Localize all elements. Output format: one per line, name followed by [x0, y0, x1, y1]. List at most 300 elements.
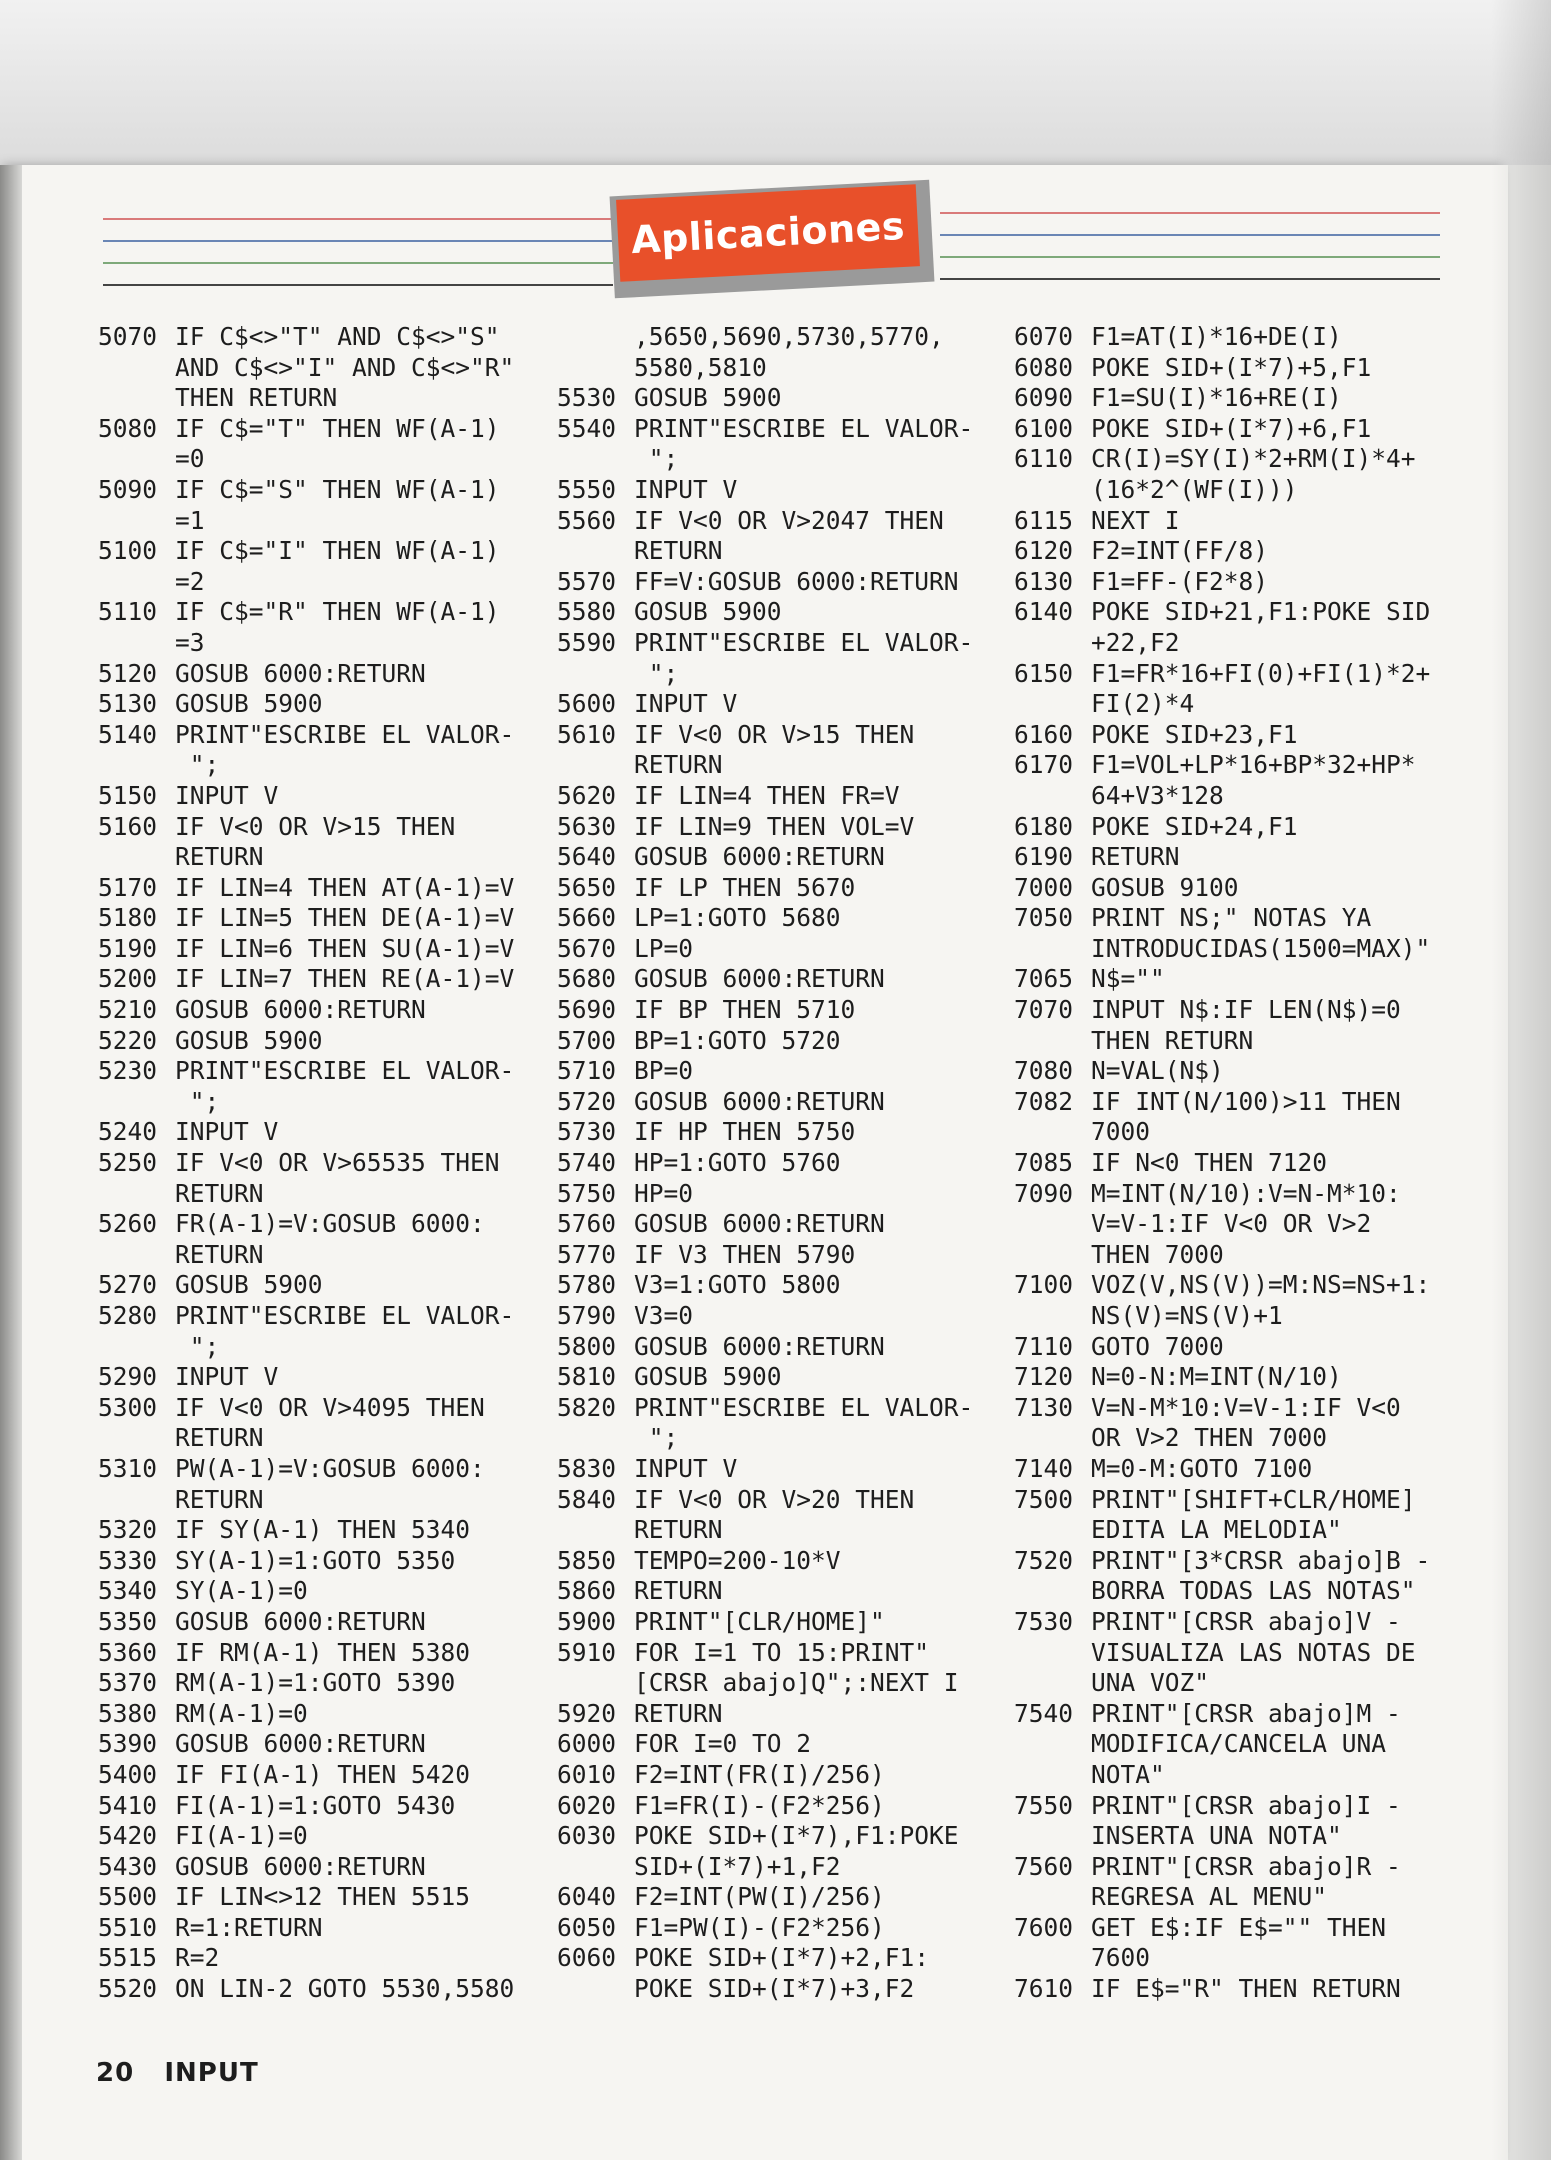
code-line [557, 1546, 1027, 1577]
code-line [1014, 1301, 1484, 1332]
code-line [1014, 1882, 1484, 1913]
line-number: 5280 [98, 1301, 158, 1330]
code-line [98, 1301, 568, 1332]
code-line [557, 1148, 1027, 1179]
line-code: V3=0 [634, 1301, 694, 1330]
line-code: RETURN [634, 536, 723, 566]
line-code: GOSUB 9100 [1091, 872, 1239, 902]
line-number: 6170 [1014, 750, 1074, 780]
line-code: ON LIN-2 GOTO 5530,5580 [175, 1974, 515, 2004]
line-number: 5510 [98, 1912, 158, 1942]
code-line [1014, 1087, 1484, 1118]
line-number: 6060 [557, 1943, 617, 1973]
line-code: ,5650,5690,5730,5770, [634, 322, 944, 351]
code-line [557, 964, 1027, 995]
line-code: "; [175, 1331, 220, 1361]
line-number: 5550 [557, 474, 617, 504]
line-code: RM(A-1)=0 [175, 1698, 308, 1728]
code-line [557, 689, 1027, 720]
line-number [557, 659, 634, 690]
line-number: 5300 [98, 1392, 158, 1422]
line-number [1014, 475, 1091, 506]
line-number [98, 1179, 175, 1210]
line-code: IF N<0 THEN 7120 [1091, 1148, 1328, 1178]
line-number: 5600 [557, 689, 617, 719]
line-number [98, 383, 175, 414]
code-line [1014, 1791, 1484, 1822]
code-line [1014, 1393, 1484, 1424]
code-line [98, 873, 568, 904]
code-line [557, 1638, 1027, 1669]
line-code: INTRODUCIDAS(1500=MAX)" [1091, 933, 1431, 963]
code-line [98, 1668, 568, 1699]
line-code: SID+(I*7)+1,F2 [634, 1851, 841, 1881]
code-line [557, 567, 1027, 598]
line-number: 5560 [557, 505, 617, 535]
line-code: R=1:RETURN [175, 1912, 323, 1942]
line-code: "; [634, 444, 679, 474]
code-line [98, 1974, 568, 2005]
line-code: AND C$<>"I" AND C$<>"R" [175, 352, 515, 382]
code-line [557, 903, 1027, 934]
line-code: PRINT NS;" NOTAS YA [1091, 903, 1372, 933]
line-code: LP=0 [634, 933, 694, 963]
code-line [557, 475, 1027, 506]
line-code: F2=INT(FR(I)/256) [634, 1759, 885, 1789]
code-line [557, 1087, 1027, 1118]
code-line [1014, 995, 1484, 1026]
line-code: IF E$="R" THEN RETURN [1091, 1974, 1401, 2004]
code-line [1014, 934, 1484, 965]
line-number: 5790 [557, 1301, 617, 1330]
line-number [557, 322, 634, 353]
code-line [1014, 1270, 1484, 1301]
line-code: "; [634, 1423, 679, 1453]
line-code: IF FI(A-1) THEN 5420 [175, 1759, 471, 1789]
line-number: 5860 [557, 1576, 617, 1606]
line-code: 7600 [1091, 1943, 1151, 1973]
code-line [98, 414, 568, 445]
line-code: PRINT"[CRSR abajo]R - [1091, 1851, 1401, 1881]
code-line [98, 1943, 568, 1974]
line-code: IF LP THEN 5670 [634, 872, 856, 902]
line-number: 5400 [98, 1759, 158, 1789]
code-line [557, 1791, 1027, 1822]
code-line [557, 1485, 1027, 1516]
line-code: POKE SID+(I*7)+6,F1 [1091, 413, 1372, 443]
line-number [98, 1423, 175, 1454]
line-code: IF V<0 OR V>2047 THEN [634, 505, 944, 535]
code-line [557, 873, 1027, 904]
line-number [557, 750, 634, 781]
code-line [1014, 353, 1484, 384]
line-code: REGRESA AL MENU" [1091, 1882, 1328, 1912]
line-number: 5210 [98, 995, 158, 1025]
line-code: PRINT"ESCRIBE EL VALOR- [175, 1301, 515, 1330]
code-line [1014, 689, 1484, 720]
code-line [98, 475, 568, 506]
line-number: 6130 [1014, 566, 1074, 596]
line-number: 6000 [557, 1729, 617, 1759]
code-line [557, 628, 1027, 659]
line-code: M=INT(N/10):V=N-M*10: [1091, 1178, 1401, 1208]
line-number: 5515 [98, 1943, 158, 1973]
code-line [98, 659, 568, 690]
line-number: 5140 [98, 719, 158, 749]
line-code: 5580,5810 [634, 352, 767, 382]
line-number: 5310 [98, 1453, 158, 1483]
code-line [98, 1791, 568, 1822]
code-line [1014, 1026, 1484, 1057]
code-line [98, 567, 568, 598]
code-line [98, 903, 568, 934]
header-rule-green-left [103, 262, 613, 264]
code-line [557, 444, 1027, 475]
line-number: 7550 [1014, 1790, 1074, 1820]
line-number [557, 1423, 634, 1454]
line-code: VISUALIZA LAS NOTAS DE [1091, 1637, 1416, 1667]
line-number: 6070 [1014, 322, 1074, 351]
code-line [557, 1117, 1027, 1148]
line-code: PRINT"[CRSR abajo]V - [1091, 1606, 1401, 1636]
line-number: 5500 [98, 1882, 158, 1912]
line-code: PRINT"[CLR/HOME]" [634, 1606, 885, 1636]
code-line [98, 934, 568, 965]
line-number: 5910 [557, 1637, 617, 1667]
line-number: 5650 [557, 872, 617, 902]
line-number: 5570 [557, 566, 617, 596]
code-line [557, 1423, 1027, 1454]
code-line [557, 597, 1027, 628]
line-number: 6030 [557, 1821, 617, 1851]
line-number [1014, 689, 1091, 720]
code-line [98, 1179, 568, 1210]
line-code: IF V<0 OR V>65535 THEN [175, 1148, 500, 1178]
line-code: RETURN [175, 1423, 264, 1453]
line-number [1014, 1026, 1091, 1057]
line-number: 7085 [1014, 1148, 1074, 1178]
code-line [557, 1332, 1027, 1363]
code-line [557, 1362, 1027, 1393]
line-code: OR V>2 THEN 7000 [1091, 1423, 1328, 1453]
line-code: IF C$<>"T" AND C$<>"S" [175, 322, 500, 351]
line-number: 5150 [98, 780, 158, 810]
code-line [1014, 1607, 1484, 1638]
line-code: NOTA" [1091, 1759, 1165, 1789]
line-code: PRINT"[CRSR abajo]M - [1091, 1698, 1401, 1728]
line-number: 5730 [557, 1117, 617, 1147]
line-code: R=2 [175, 1943, 220, 1973]
line-code: IF C$="S" THEN WF(A-1) [175, 474, 500, 504]
line-code: RETURN [175, 1239, 264, 1269]
line-code: GOSUB 5900 [634, 383, 782, 413]
line-code: FI(A-1)=1:GOTO 5430 [175, 1790, 456, 1820]
line-number [1014, 1423, 1091, 1454]
page-footer [96, 2058, 259, 2088]
code-line [98, 781, 568, 812]
code-line [1014, 1148, 1484, 1179]
code-column-2 [557, 322, 1027, 2005]
line-number: 5690 [557, 995, 617, 1025]
line-code: IF V3 THEN 5790 [634, 1239, 856, 1269]
code-line [1014, 1209, 1484, 1240]
line-code: IF C$="R" THEN WF(A-1) [175, 597, 500, 627]
line-code: IF HP THEN 5750 [634, 1117, 856, 1147]
line-code: INPUT V [634, 1453, 738, 1483]
code-line [98, 1056, 568, 1087]
line-code: =2 [175, 566, 205, 596]
line-number: 7050 [1014, 903, 1074, 933]
code-line [1014, 1729, 1484, 1760]
line-number: 6080 [1014, 352, 1074, 382]
line-code: RETURN [634, 1576, 723, 1606]
code-line [557, 1668, 1027, 1699]
code-line [557, 383, 1027, 414]
line-number: 7080 [1014, 1056, 1074, 1086]
code-line [557, 781, 1027, 812]
line-number: 6160 [1014, 719, 1074, 749]
line-code: MODIFICA/CANCELA UNA [1091, 1729, 1387, 1759]
code-line [557, 934, 1027, 965]
code-line [98, 506, 568, 537]
code-line [1014, 1179, 1484, 1210]
line-number [1014, 1209, 1091, 1240]
code-line [1014, 1852, 1484, 1883]
line-code: BP=0 [634, 1056, 694, 1086]
line-number [557, 444, 634, 475]
code-line [1014, 1760, 1484, 1791]
line-code: RETURN [634, 1698, 723, 1728]
code-line [1014, 750, 1484, 781]
line-number: 5830 [557, 1453, 617, 1483]
code-line [557, 1852, 1027, 1883]
line-code: INPUT V [175, 1117, 279, 1147]
magazine-name: INPUT [164, 2058, 259, 2088]
line-number [98, 842, 175, 873]
code-line [98, 1423, 568, 1454]
code-line [98, 964, 568, 995]
line-code: =1 [175, 505, 205, 535]
line-number: 5430 [98, 1851, 158, 1881]
line-code: GOSUB 5900 [634, 1362, 782, 1392]
line-number: 5620 [557, 780, 617, 810]
line-code: INPUT V [634, 689, 738, 719]
line-number [1014, 1668, 1091, 1699]
line-number: 5750 [557, 1178, 617, 1208]
line-code: LP=1:GOTO 5680 [634, 903, 841, 933]
line-number: 6050 [557, 1912, 617, 1942]
line-code: RETURN [1091, 842, 1180, 872]
line-number: 5330 [98, 1545, 158, 1575]
line-code: RETURN [175, 1178, 264, 1208]
line-number: 7110 [1014, 1331, 1074, 1361]
line-number: 7120 [1014, 1362, 1074, 1392]
line-code: GOSUB 6000:RETURN [175, 1606, 426, 1636]
line-code: F1=PW(I)-(F2*256) [634, 1912, 885, 1942]
line-code: PRINT"ESCRIBE EL VALOR- [175, 719, 515, 749]
line-code: GOSUB 6000:RETURN [634, 1209, 885, 1239]
line-number: 7000 [1014, 872, 1074, 902]
line-number [98, 750, 175, 781]
code-line [98, 750, 568, 781]
line-code: M=0-M:GOTO 7100 [1091, 1453, 1313, 1483]
line-code: GOSUB 6000:RETURN [634, 1331, 885, 1361]
line-number [98, 628, 175, 659]
code-line [1014, 506, 1484, 537]
line-number [1014, 1301, 1091, 1332]
line-code: GOTO 7000 [1091, 1331, 1224, 1361]
code-line [98, 1362, 568, 1393]
line-code: F1=FR(I)-(F2*256) [634, 1790, 885, 1820]
code-line [1014, 1117, 1484, 1148]
line-number: 5090 [98, 474, 158, 504]
line-code: VOZ(V,NS(V))=M:NS=NS+1: [1091, 1270, 1431, 1300]
line-number: 5520 [98, 1974, 158, 2004]
line-number: 5180 [98, 903, 158, 933]
code-line [98, 1821, 568, 1852]
line-code: PRINT"ESCRIBE EL VALOR- [634, 413, 974, 443]
line-code: "; [175, 750, 220, 780]
line-code: RETURN [175, 1484, 264, 1514]
code-line [557, 812, 1027, 843]
line-code: F1=AT(I)*16+DE(I) [1091, 322, 1342, 351]
code-line [1014, 414, 1484, 445]
line-code: GOSUB 5900 [175, 1270, 323, 1300]
line-number [1014, 1515, 1091, 1546]
line-number: 7600 [1014, 1912, 1074, 1942]
line-code: IF C$="T" THEN WF(A-1) [175, 413, 500, 443]
line-number [1014, 1943, 1091, 1974]
line-code: INPUT V [175, 1362, 279, 1392]
code-line [557, 750, 1027, 781]
code-line [1014, 1974, 1484, 2005]
header-rule-blue-right [940, 234, 1440, 236]
line-number: 5240 [98, 1117, 158, 1147]
line-code: THEN RETURN [1091, 1025, 1254, 1055]
line-number: 7070 [1014, 995, 1074, 1025]
code-line [98, 1485, 568, 1516]
line-number [98, 1240, 175, 1271]
code-line [1014, 1699, 1484, 1730]
line-number [1014, 934, 1091, 965]
line-number: 5220 [98, 1025, 158, 1055]
line-code: IF V<0 OR V>20 THEN [634, 1484, 915, 1514]
code-line [557, 322, 1027, 353]
line-number: 7140 [1014, 1453, 1074, 1483]
line-code: F2=INT(FF/8) [1091, 536, 1269, 566]
line-number: 5920 [557, 1698, 617, 1728]
code-line [557, 1454, 1027, 1485]
line-number: 6120 [1014, 536, 1074, 566]
line-code: GET E$:IF E$="" THEN [1091, 1912, 1387, 1942]
code-line [1014, 1240, 1484, 1271]
header-rule-blue-left [103, 240, 613, 242]
line-code: PRINT"[3*CRSR abajo]B - [1091, 1545, 1431, 1575]
code-line [557, 1821, 1027, 1852]
code-line [557, 720, 1027, 751]
line-number: 7500 [1014, 1484, 1074, 1514]
line-number [557, 1515, 634, 1546]
line-code: IF LIN=7 THEN RE(A-1)=V [175, 964, 515, 994]
line-number [1014, 781, 1091, 812]
code-line [98, 383, 568, 414]
code-line [557, 659, 1027, 690]
line-code: POKE SID+(I*7)+3,F2 [634, 1974, 915, 2004]
code-line [1014, 1913, 1484, 1944]
code-line [1014, 873, 1484, 904]
code-line [557, 1974, 1027, 2005]
line-number: 5660 [557, 903, 617, 933]
line-code: V3=1:GOTO 5800 [634, 1270, 841, 1300]
code-line [557, 1270, 1027, 1301]
line-number: 5540 [557, 413, 617, 443]
code-line [1014, 1332, 1484, 1363]
code-line [557, 1301, 1027, 1332]
line-number: 7520 [1014, 1545, 1074, 1575]
line-code: GOSUB 6000:RETURN [175, 995, 426, 1025]
line-number: 5340 [98, 1576, 158, 1606]
line-number: 5390 [98, 1729, 158, 1759]
code-line [98, 1393, 568, 1424]
line-number [98, 444, 175, 475]
line-number: 5740 [557, 1148, 617, 1178]
line-number: 5820 [557, 1392, 617, 1422]
line-code: =3 [175, 627, 205, 657]
line-code: PRINT"ESCRIBE EL VALOR- [175, 1056, 515, 1086]
line-number: 5530 [557, 383, 617, 413]
code-line [98, 689, 568, 720]
code-line [1014, 567, 1484, 598]
line-number: 7610 [1014, 1974, 1074, 2004]
code-line [98, 1852, 568, 1883]
code-column-1 [98, 322, 568, 2005]
line-code: F2=INT(PW(I)/256) [634, 1882, 885, 1912]
line-code: GOSUB 5900 [634, 597, 782, 627]
line-code: THEN 7000 [1091, 1239, 1224, 1269]
line-code: GOSUB 6000:RETURN [175, 1851, 426, 1881]
code-line [557, 1699, 1027, 1730]
line-number: 6140 [1014, 597, 1074, 627]
code-line [98, 1515, 568, 1546]
line-code: GOSUB 5900 [175, 1025, 323, 1055]
line-code: PRINT"[SHIFT+CLR/HOME] [1091, 1484, 1416, 1514]
line-code: BORRA TODAS LAS NOTAS" [1091, 1576, 1416, 1606]
line-number: 5200 [98, 964, 158, 994]
line-number: 6040 [557, 1882, 617, 1912]
line-number: 5610 [557, 719, 617, 749]
line-code: POKE SID+(I*7),F1:POKE [634, 1821, 959, 1851]
line-number [1014, 1821, 1091, 1852]
code-line [98, 1117, 568, 1148]
line-number: 5850 [557, 1545, 617, 1575]
line-number: 5760 [557, 1209, 617, 1239]
line-code: "; [175, 1086, 220, 1116]
code-line [1014, 322, 1484, 353]
line-number: 5250 [98, 1148, 158, 1178]
line-number [98, 1332, 175, 1363]
line-code: (16*2^(WF(I))) [1091, 474, 1298, 504]
code-line [1014, 597, 1484, 628]
code-line [98, 1332, 568, 1363]
line-number: 5130 [98, 689, 158, 719]
line-code: IF V<0 OR V>15 THEN [634, 719, 915, 749]
line-code: SY(A-1)=0 [175, 1576, 308, 1606]
code-line [1014, 1821, 1484, 1852]
line-code: NS(V)=NS(V)+1 [1091, 1301, 1283, 1330]
line-number: 5290 [98, 1362, 158, 1392]
line-code: PRINT"[CRSR abajo]I - [1091, 1790, 1401, 1820]
line-code: GOSUB 5900 [175, 689, 323, 719]
